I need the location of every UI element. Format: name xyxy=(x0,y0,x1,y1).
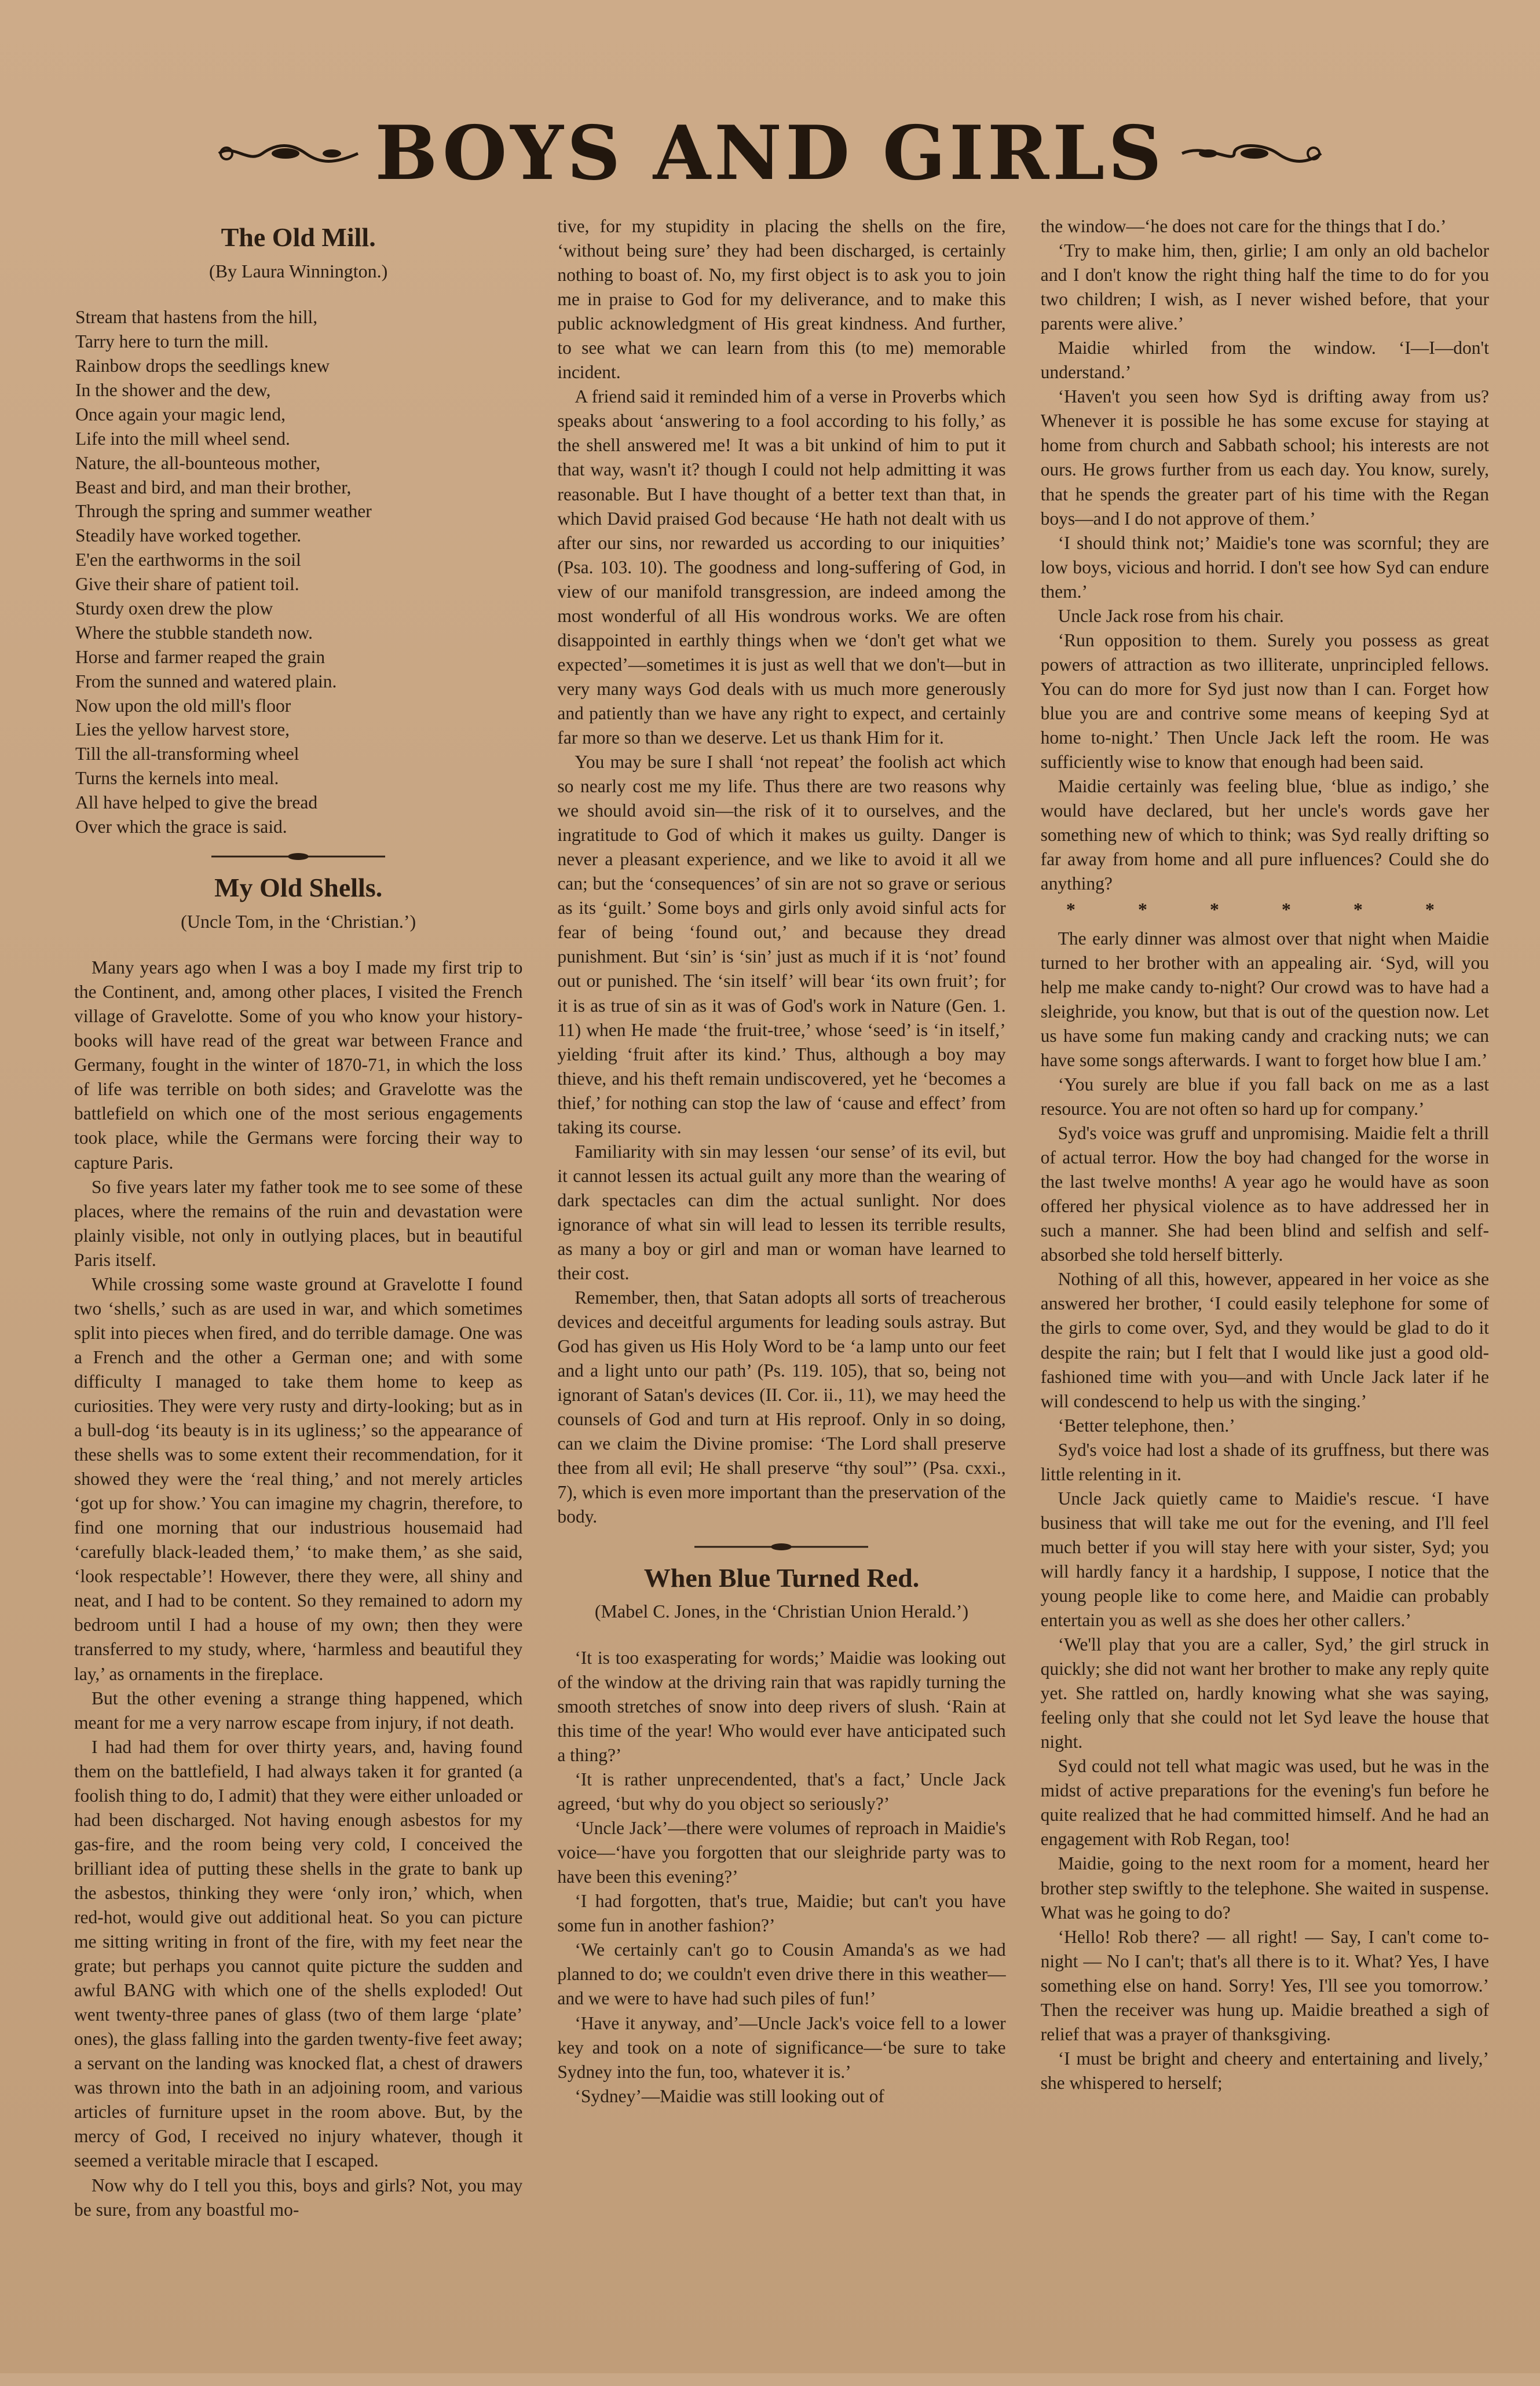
poem-line: Stream that hastens from the hill, xyxy=(75,307,318,328)
paragraph: The early dinner was almost over that night when Maidie turned to her brother with an appealing air. ‘Syd, will you help me make candy to-night? Our crowd was to have had a sleighride, you know, but that is out of the question now. Let us have some fun making candy and cracking nuts; we can have some songs afterwards. I want to forget how blue I am.’ xyxy=(1040,928,1489,1070)
article-title-old-mill: The Old Mill. xyxy=(221,222,376,252)
article-title-blue-turned-red: When Blue Turned Red. xyxy=(643,1562,920,1593)
paragraph: ‘Run opposition to them. Surely you possess as great powers of attraction as two illiterate, unprincipled fellows. You can do more for Syd just now than I can. Forget how blue you are and contrive some means of keeping Syd at home to-night.’ Then Uncle Jack left the room. He was sufficiently wise to know that enough had been said. xyxy=(1040,630,1489,773)
poem-line: Life into the mill wheel send. xyxy=(75,428,290,449)
poem-line: Beast and bird, and man their brother, xyxy=(75,477,352,497)
paragraph: ‘Try to make him, then, girlie; I am only an old bachelor and I don't know the right thing half the time to do for you two children; I wish, as I never wished before, that your parents were alive.’ xyxy=(1040,240,1489,334)
paragraph: Maidie certainly was feeling blue, ‘blue as indigo,’ she would have declared, but her uncle's words gave her something new of which to think; was Syd really drifting so far away from home and all pure influences? Could she do anything? xyxy=(1040,776,1489,894)
paragraph: A friend said it reminded him of a verse in Proverbs which speaks about ‘answering to a fool according to his folly,’ as the shell answered me! It was a bit unkind of him to put it that way, wasn't it? though I could not help admitting it was reasonable. But I have thought of a better text than that, in which David praised God because ‘He hath not dealt with us after our sins, nor rewarded us according to our iniquities’ (Psa. 103. 10). The goodness and long-suffering of God, in view of our manifold transgression, are indeed among the most wonderful of all His wondrous works. We are often disappointed in earthly things when we ‘don't get what we expected’—sometimes it is just as well that we don't—but in very many ways God deals with us much more generously and patiently than we have any right to expect, and certainly far more so than we deserve. Let us thank Him for it. xyxy=(557,386,1006,748)
paragraph: You may be sure I shall ‘not repeat’ the foolish act which so nearly cost me my life. Thus there are two reasons why we should avoid sin—the risk of it to ourselves, and the ingratitude to God of which it makes us guilty. Danger is never a pleasant experience, and we like to avoid it all we can; but the ‘consequences’ of sin are not so grave or serious as its ‘guilt.’ Some boys and girls only avoid sinful acts for fear of being ‘found out,’ and because they dread punishment. But ‘sin’ is ‘sin’ just as much if it is ‘not’ found out or punished. The ‘sin itself’ will bear ‘its own fruit’; for it is as true of sin as it was of God's work in Nature (Gen. 1. 11) when He made ‘the fruit-tree,’ whose ‘seed’ is ‘in itself,’ yielding ‘fruit after its kind.’ Thus, although a boy may thieve, and his theft remain undiscovered, yet he ‘becomes a thief,’ for nothing can stop the law of ‘cause and effect’ from taking its course. xyxy=(557,752,1006,1137)
paragraph: ‘It is rather unprecendented, that's a fact,’ Uncle Jack agreed, ‘but why do you object so seriously?’ xyxy=(557,1769,1006,1814)
poem-line: Over which the grace is said. xyxy=(75,816,287,837)
paragraph: ‘Sydney’—Maidie was still looking out of xyxy=(575,2085,884,2106)
paragraph: Nothing of all this, however, appeared in her voice as she answered her brother, ‘I could easily telephone for some of the girls to come over, Syd, and they would be glad to do it despite the rain; but I felt that I would like just a good old-fashioned time with you—and with Uncle Jack later if he will condescend to help us with the singing.’ xyxy=(1040,1269,1489,1411)
section-break-stars: * * * * * * xyxy=(1066,899,1464,920)
paragraph: the window—‘he does not care for the things that I do.’ xyxy=(1040,216,1447,236)
byline-blue-turned-red: (Mabel C. Jones, in the ‘Christian Union Herald.’) xyxy=(594,1601,969,1622)
paragraph: ‘Better telephone, then.’ xyxy=(1058,1415,1235,1436)
byline-old-mill: (By Laura Winnington.) xyxy=(209,260,388,281)
poem-line: Lies the yellow harvest store, xyxy=(75,719,290,740)
paragraph: Many years ago when I was a boy I made my first trip to the Continent, and, among other places, I visited the French village of Gravelotte. Some of you who know your history-books will have read of the great war between France and Germany, fought in the winter of 1870-71, in which the loss of life was terrible on both sides; and Gravelotte was the battlefield on which one of the most serious engagements took place, while the Germans were forcing their way to capture Paris. xyxy=(74,957,523,1173)
column-2 xyxy=(557,214,1005,2386)
poem-line: Nature, the all-bounteous mother, xyxy=(75,452,320,473)
poem-line: From the sunned and watered plain. xyxy=(75,671,337,691)
poem-old-mill xyxy=(74,305,522,839)
poem-line: Give their share of patient toil. xyxy=(75,574,299,595)
paragraph: ‘Uncle Jack’—there were volumes of reproach in Maidie's voice—‘have you forgotten that our sleighride party was to have been this evening?’ xyxy=(557,1818,1006,1887)
paragraph: So five years later my father took me to see some of these places, where the remains of the ruin and devastation were plainly visible, not only in outlying places, but in beautiful Paris itself. xyxy=(74,1176,523,1270)
column-3 xyxy=(1041,214,1489,2386)
poem-line: All have helped to give the bread xyxy=(75,792,318,813)
paragraph: ‘You surely are blue if you fall back on me as a last resource. You are not often so hard up for company.’ xyxy=(1040,1074,1489,1119)
paragraph: But the other evening a strange thing happened, which meant for me a very narrow escape from injury, if not death. xyxy=(74,1688,523,1733)
poem-line: In the shower and the dew, xyxy=(75,379,271,400)
paragraph: ‘Haven't you seen how Syd is drifting away from us? Whenever it is possible he has some excuse for staying at home from church and Sabbath school; his interests are not ours. He grows further from us each day. You know, surely, that he spends the greater part of his time with the Regan boys—and I do not approve of them.’ xyxy=(1040,386,1489,529)
section-divider xyxy=(694,1542,868,1551)
poem-line: Turns the kernels into meal. xyxy=(75,768,279,789)
paragraph: ‘We'll play that you are a caller, Syd,’ the girl struck in quickly; she did not want her brother to make any reply quite yet. She rattled on, hardly knowing what she was saying, feeling only that she could not let Syd leave the house that night. xyxy=(1040,1634,1489,1752)
masthead xyxy=(51,110,1489,197)
paragraph: While crossing some waste ground at Gravelotte I found two ‘shells,’ such as are used in war, and which sometimes split into pieces when fired, and do terrible damage. One was a French and the other a German one; and with some difficulty I managed to take them home to keep as curiosities. They were very rusty and dirty-looking; but as in a bull-dog ‘its beauty is in its ugliness;’ so the appearance of these shells was to some extent their recommendation, for it showed they were the ‘real thing,’ and not merely articles ‘got up for show.’ You can imagine my chagrin, therefore, to find one morning that our industrious housemaid had ‘carefully black-leaded them,’ ‘to make them,’ as she said, ‘look respectable’! However, there they were, all shiny and neat, and I had to be content. So they remained to adorn my bedroom until I had a house of my own; then they were transferred to my study, where, ‘harmless and beautiful they lay,’ as ornaments in the fireplace. xyxy=(74,1273,523,1684)
article-title-old-shells: My Old Shells. xyxy=(214,872,383,902)
paragraph: Remember, then, that Satan adopts all sorts of treacherous devices and deceitful arguments for leading souls astray. But God has given us His Holy Word to be ‘a lamp unto our feet and a light unto our path’ (Ps. 119. 105), that so, being not ignorant of Satan's devices (II. Cor. ii., 11), we may heed the counsels of God and turn at His reproof. Only in so doing, can we claim the Divine promise: ‘The Lord shall preserve thee from all evil; He shall preserve “thy soul”’ (Psa. cxxi., 7), which is even more important than the preservation of the body. xyxy=(557,1287,1006,1527)
paragraph: ‘Hello! Rob there? — all right! — Say, I can't come to-night — No I can't; that's all there is to it. What? Yes, I have something else on hand. Sorry! Yes, I'll see you tomorrow.’ Then the receiver was hung up. Maidie breathed a sigh of relief that was a prayer of thanksgiving. xyxy=(1040,1926,1489,2044)
poem-line: Steadily have worked together. xyxy=(75,525,302,546)
paragraph: Syd's voice had lost a shade of its gruffness, but there was little relenting in it. xyxy=(1040,1439,1489,1484)
paragraph: ‘We certainly can't go to Cousin Amanda's as we had planned to do; we couldn't even drive there in this weather—and we were to have had such piles of fun!’ xyxy=(557,1939,1006,2009)
poem-line: Through the spring and summer weather xyxy=(75,501,372,522)
paragraph: Uncle Jack rose from his chair. xyxy=(1058,605,1284,626)
poem-line: Now upon the old mill's floor xyxy=(75,695,291,716)
poem-line: E'en the earthworms in the soil xyxy=(75,550,301,570)
poem-line: Where the stubble standeth now. xyxy=(75,622,313,643)
masthead-title: BOYS AND GIRLS xyxy=(375,110,1165,197)
scroll-ornament-left-icon xyxy=(216,141,361,166)
paragraph: Maidie whirled from the window. ‘I—I—don't understand.’ xyxy=(1040,338,1489,383)
paragraph: Syd's voice was gruff and unpromising. Maidie felt a thrill of actual terror. How the boy had changed for the worse in the last twelve months! A year ago he would have as soon offered her physical violence as to have addressed her in such a manner. She had been blind and selfish and self-absorbed she told herself bitterly. xyxy=(1040,1123,1489,1265)
poem-line: Horse and farmer reaped the grain xyxy=(75,646,325,667)
columns xyxy=(51,214,1489,2386)
paragraph: I had had them for over thirty years, and, having found them on the battlefield, I had always taken it for granted (a foolish thing to do, I admit) that they were either unloaded or had been discharged. Not having enough asbestos for my gas-fire, and the room being very cold, I conceived the brilliant idea of putting these shells in the grate to bank up the asbestos, thinking they were ‘only iron,’ which, when red-hot, would give out additional heat. So you can picture me sitting writing in front of the fire, with my feet near the grate; but perhaps you cannot quite picture the sudden and awful BANG with which one of the shells exploded! Out went twenty-three panes of glass (two of them large ‘plate’ ones), the glass falling into the garden twenty-five feet away; a servant on the landing was knocked flat, a chest of drawers was thrown into the bath in an adjoining room, and various articles of furniture upset in the room above. But, by the mercy of God, I received no injury whatever, though it seemed a veritable miracle that I escaped. xyxy=(74,1736,523,2171)
paragraph: ‘Have it anyway, and’—Uncle Jack's voice fell to a lower key and took on a note of significance—‘be sure to take Sydney into the fun, too, whatever it is.’ xyxy=(557,2012,1006,2082)
paragraph: ‘It is too exasperating for words;’ Maidie was looking out of the window at the driving rain that was rapidly turning the smooth stretches of snow into deep rivers of slush. ‘Rain at this time of the year! Who would ever have anticipated such a thing?’ xyxy=(557,1647,1006,1765)
paragraph: Now why do I tell you this, boys and girls? Not, you may be sure, from any boastful mo- xyxy=(74,2175,523,2220)
paragraph: ‘I had forgotten, that's true, Maidie; but can't you have some fun in another fashion?’ xyxy=(557,1891,1006,1936)
scroll-ornament-right-icon xyxy=(1179,141,1324,166)
paragraph: tive, for my stupidity in placing the shells on the fire, ‘without being sure’ they had been discharged, is certainly nothing to boast of. No, my first object is to ask you to join me in praise to God for my deliverance, and to make this public acknowledgment of His great kindness. And further, to see what we can learn from this (to me) memorable incident. xyxy=(557,216,1006,383)
poem-line: Rainbow drops the seedlings knew xyxy=(75,356,330,376)
section-divider xyxy=(211,852,385,861)
poem-line: Tarry here to turn the mill. xyxy=(75,331,269,352)
paragraph: Syd could not tell what magic was used, but he was in the midst of active preparations for the evening's fun before he quite realized that he had committed himself. And he had an engagement with Rob Regan, too! xyxy=(1040,1756,1489,1850)
paragraph: Familiarity with sin may lessen ‘our sense’ of its evil, but it cannot lessen its actual guilt any more than the wearing of dark spectacles can dim the actual sunlight. Nor does ignorance of what sin will lead to lessen its terrible results, as many a boy or girl and man or woman have learned to their cost. xyxy=(557,1141,1006,1284)
paragraph: Maidie, going to the next room for a moment, heard her brother step swiftly to the telephone. She waited in suspense. What was he going to do? xyxy=(1040,1853,1489,1923)
poem-line: Till the all-transforming wheel xyxy=(75,744,299,764)
paragraph: Uncle Jack quietly came to Maidie's rescue. ‘I have business that will take me out for the evening, and I'll feel much better if you will stay here with your sister, Syd; you will hardly fancy it a hardship, I suppose, I notice that the young people like to come here, and Maidie can probably entertain you as well as she does her other callers.’ xyxy=(1040,1488,1489,1631)
poem-line: Once again your magic lend, xyxy=(75,404,286,424)
byline-old-shells: (Uncle Tom, in the ‘Christian.’) xyxy=(181,910,416,932)
paragraph: ‘I should think not;’ Maidie's tone was scornful; they are low boys, vicious and horrid. I don't see how Syd can endure them.’ xyxy=(1040,532,1489,602)
column-1 xyxy=(51,214,522,2386)
poem-line: Sturdy oxen drew the plow xyxy=(75,598,273,619)
paragraph: ‘I must be bright and cheery and entertaining and lively,’ she whispered to herself; xyxy=(1040,2048,1489,2093)
